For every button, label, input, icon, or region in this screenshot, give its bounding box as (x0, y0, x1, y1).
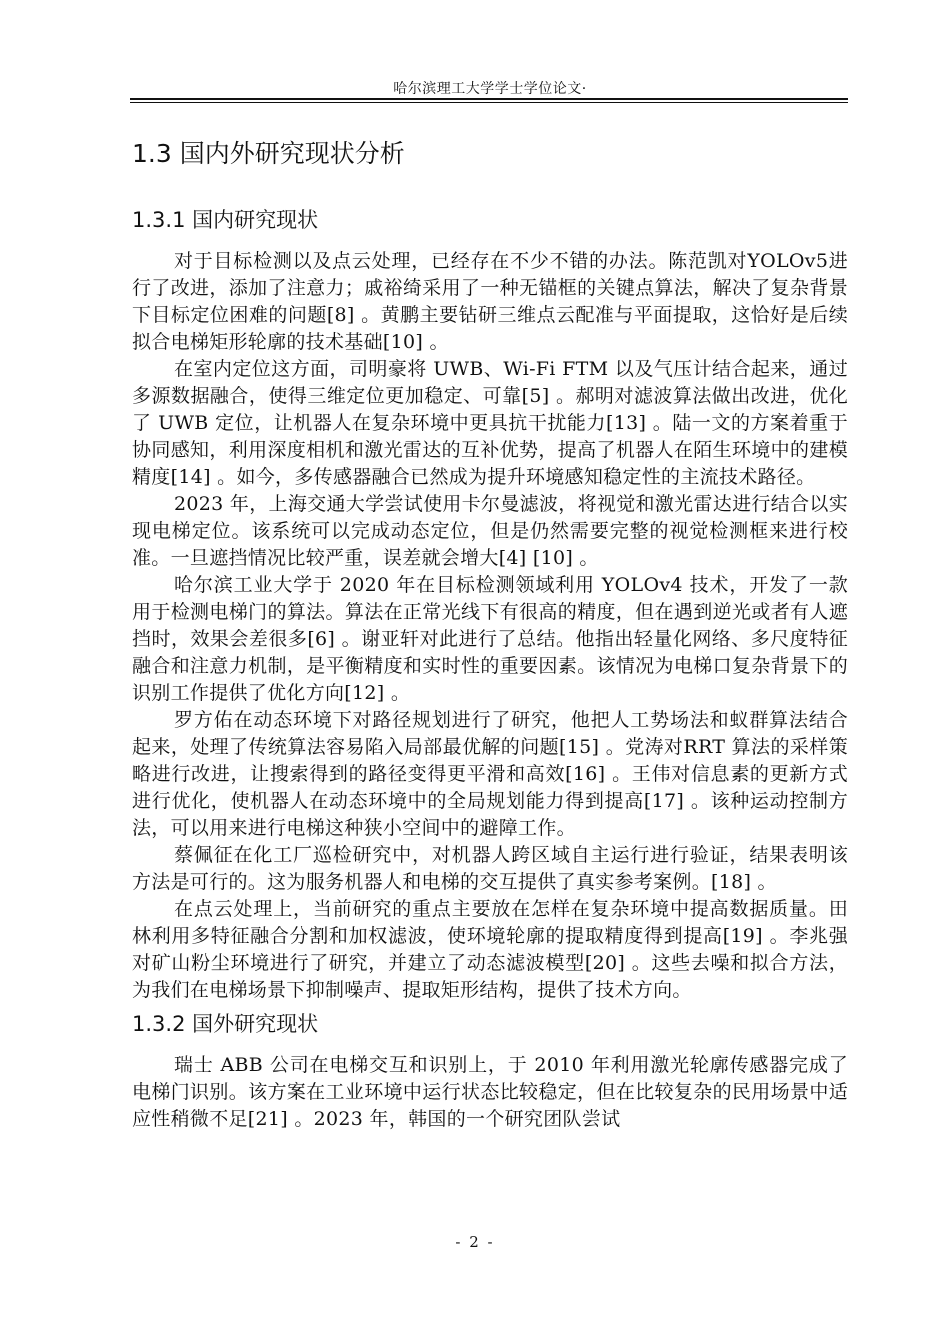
paragraph: 哈尔滨工业大学于 2020 年在目标检测领域利用 YOLOv4 技术，开发了一款用于检测电梯门的算法。算法在正常光线下有很高的精度，但在遇到逆光或者有人遮挡时，效果会差很多[6] 。谢亚轩对此进行了总结。他指出轻量化网络、多尺度特征融合和注意力机制，是平衡精度和实时性的重要因素。该情况为电梯口复杂背景下的识别工作提供了优化方向[12] 。 (132, 574, 848, 704)
section-title: 1.3 国内外研究现状分析 (132, 139, 405, 168)
page-content (132, 120, 848, 1133)
paragraph: 对于目标检测以及点云处理，已经存在不少不错的办法。陈范凯对YOLOv5进行了改进，添加了注意力；戚裕绮采用了一种无锚框的关键点算法，解决了复杂背景下目标定位困难的问题[8] 。黄鹏主要钻研三维点云配准与平面提取，这恰好是后续拟合电梯矩形轮廓的技术基础[10] 。 (132, 250, 848, 353)
header-rule-thick (130, 98, 848, 100)
paragraph: 罗方佑在动态环境下对路径规划进行了研究，他把人工势场法和蚁群算法结合起来，处理了传统算法容易陷入局部最优解的问题[15] 。党涛对RRT 算法的采样策略进行改进，让搜索得到的路径变得更平滑和高效[16] 。王伟对信息素的更新方式进行优化，使机器人在动态环境中的全局规划能力得到提高[17] 。该种运动控制方法，可以用来进行电梯这种狭小空间中的避障工作。 (132, 709, 848, 839)
running-header: 哈尔滨理工大学学士学位论文· (393, 81, 587, 97)
paragraph: 2023 年，上海交通大学尝试使用卡尔曼滤波，将视觉和激光雷达进行结合以实现电梯定位。该系统可以完成动态定位，但是仍然需要完整的视觉检测框来进行校准。一旦遮挡情况比较严重，误差就会增大[4] [10] 。 (132, 493, 848, 569)
subsection-title-foreign: 1.3.2 国外研究现状 (132, 1012, 319, 1036)
subsection-title-domestic: 1.3.1 国内研究现状 (132, 208, 319, 232)
header-rule-thin (130, 102, 848, 103)
paragraph: 瑞士 ABB 公司在电梯交互和识别上，于 2010 年利用激光轮廓传感器完成了电梯门识别。该方案在工业环境中运行状态比较稳定，但在比较复杂的民用场景中适应性稍微不足[21] 。2023 年，韩国的一个研究团队尝试 (132, 1054, 848, 1130)
paragraph: 在室内定位这方面，司明豪将 UWB、Wi-Fi FTM 以及气压计结合起来，通过多源数据融合，使得三维定位更加稳定、可靠[5] 。郝明对滤波算法做出改进，优化了 UWB 定位，让机器人在复杂环境中更具抗干扰能力[13] 。陆一文的方案着重于协同感知，利用深度相机和激光雷达的互补优势，提高了机器人在陌生环境中的建模精度[14] 。如今，多传感器融合已然成为提升环境感知稳定性的主流技术路径。 (132, 358, 848, 488)
paragraph: 蔡佩征在化工厂巡检研究中，对机器人跨区域自主运行进行验证，结果表明该方法是可行的。这为服务机器人和电梯的交互提供了真实参考案例。[18] 。 (132, 844, 848, 893)
paragraph: 在点云处理上，当前研究的重点主要放在怎样在复杂环境中提高数据质量。田林利用多特征融合分割和加权滤波，使环境轮廓的提取精度得到提高[19] 。李兆强对矿山粉尘环境进行了研究，并建立了动态滤波模型[20] 。这些去噪和拟合方法，为我们在电梯场景下抑制噪声、提取矩形结构，提供了技术方向。 (132, 898, 848, 1001)
page-number: - 2 - (455, 1233, 495, 1251)
